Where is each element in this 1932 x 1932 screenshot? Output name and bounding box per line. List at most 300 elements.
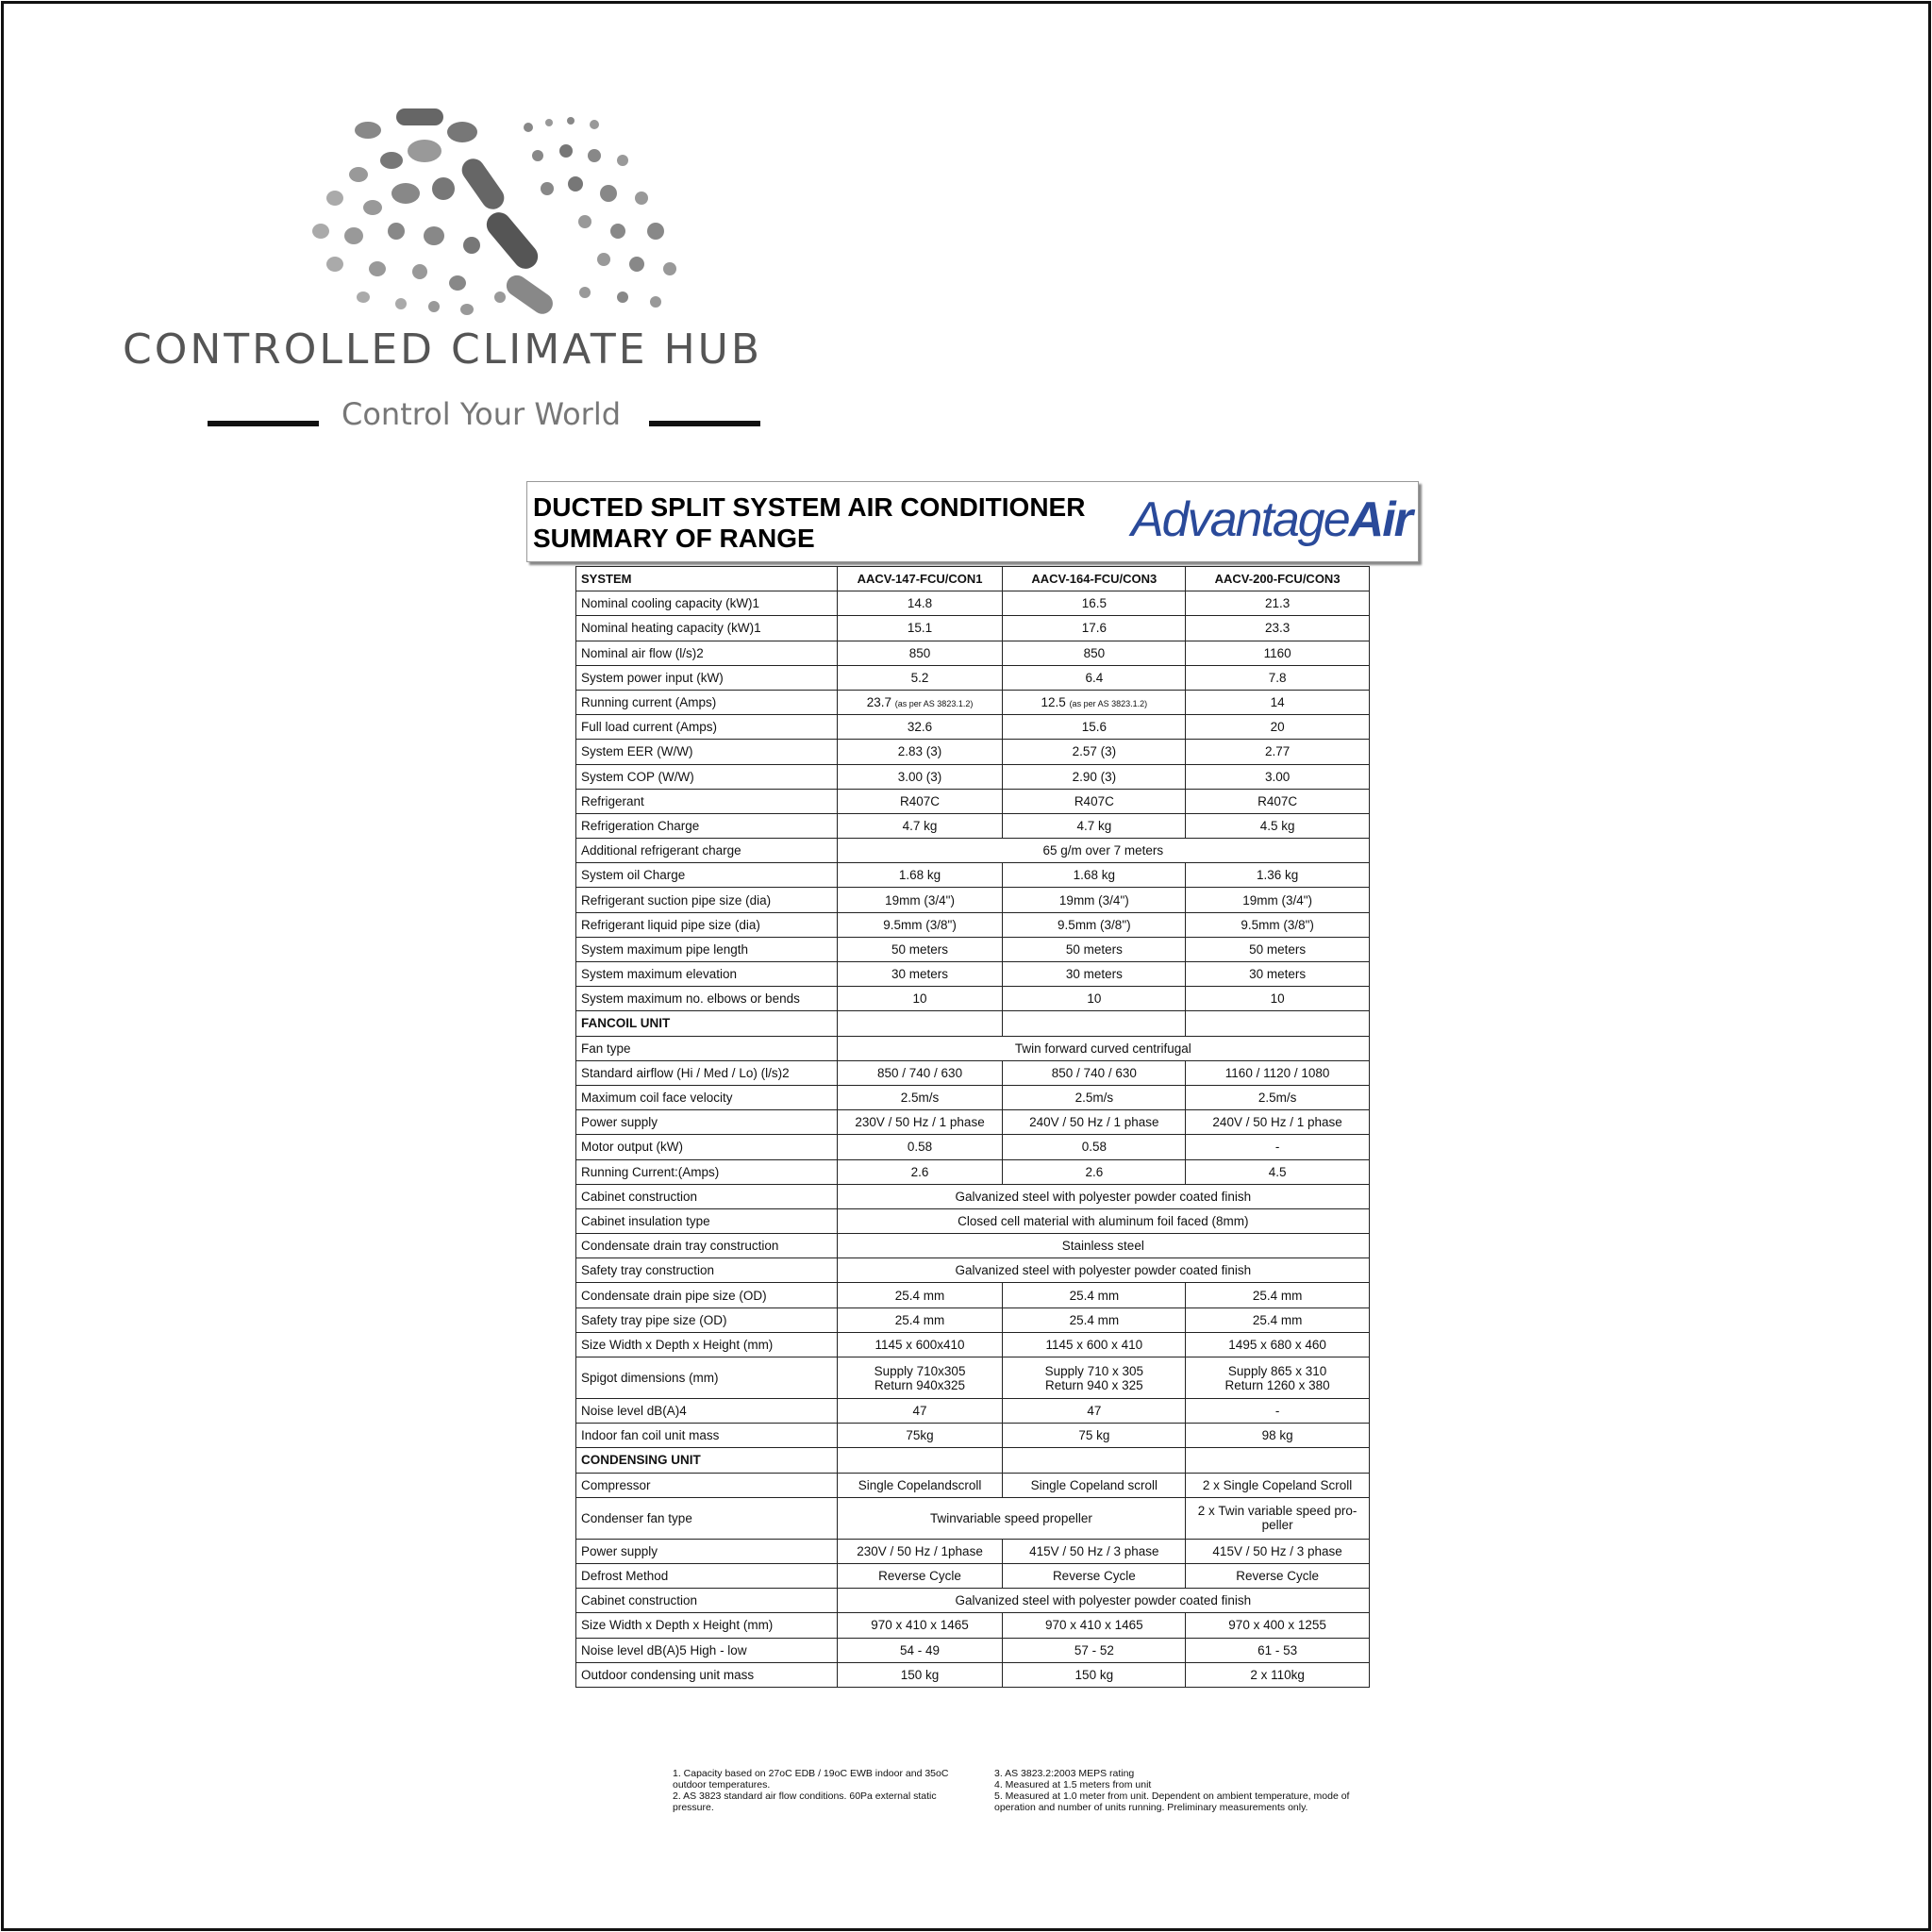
- table-cell: [1003, 789, 1186, 813]
- cell-note: (as per AS 3823.1.2): [1069, 699, 1148, 709]
- cell-value: 1145 x 600x410: [874, 1337, 965, 1352]
- table-cell: [1186, 1307, 1370, 1332]
- table-cell: [1186, 912, 1370, 937]
- table-row: [576, 888, 1370, 912]
- table-cell: [837, 1662, 1003, 1687]
- cell-value: 54 - 49: [900, 1642, 941, 1657]
- specification-table: [575, 566, 1370, 1688]
- row-label: Maximum coil face velocity: [576, 1085, 838, 1109]
- cell-value: 21.3: [1264, 596, 1291, 611]
- table-cell: [1003, 912, 1186, 937]
- cell-value: 61 - 53: [1257, 1642, 1298, 1657]
- table-cell: [1186, 1011, 1370, 1036]
- cell-value: 17.6: [1081, 621, 1107, 636]
- footnote: 3. AS 3823.2:2003 MEPS rating: [994, 1768, 1135, 1779]
- table-cell: [1003, 987, 1186, 1011]
- table-cell: Twin forward curved centrifugal: [837, 1036, 1369, 1060]
- table-cell: [1003, 665, 1186, 690]
- table-cell: Stainless steel: [837, 1234, 1369, 1258]
- dots-globe-icon: [302, 104, 698, 321]
- table-cell: [837, 1638, 1003, 1662]
- table-cell: [1186, 1135, 1370, 1159]
- cell-value: 0.58: [1081, 1140, 1107, 1155]
- table-cell: [1186, 641, 1370, 665]
- table-cell: [837, 740, 1003, 764]
- cell-value: 14: [1270, 695, 1285, 710]
- table-cell: [1003, 1563, 1186, 1588]
- table-cell: [1186, 1638, 1370, 1662]
- table-row: [576, 1135, 1370, 1159]
- table-cell: [837, 1473, 1003, 1497]
- table-row: [576, 1208, 1370, 1233]
- cell-value: 10: [912, 991, 927, 1007]
- footnote: 5. Measured at 1.0 meter from unit. Dependent on ambient temperature, mode of operation and number of units running. Preliminary measurements only.: [994, 1790, 1350, 1813]
- table-cell: [1003, 1539, 1186, 1563]
- row-label: Standard airflow (Hi / Med / Lo) (l/s)2: [576, 1060, 838, 1085]
- table-cell: [1003, 863, 1186, 888]
- table-row: [576, 641, 1370, 665]
- table-cell: [837, 1613, 1003, 1638]
- cell-value: 1160: [1263, 645, 1291, 660]
- cell-value: Return 940 x 325: [1045, 1377, 1143, 1392]
- divider: [208, 421, 319, 426]
- row-label: Size Width x Depth x Height (mm): [576, 1613, 838, 1638]
- table-cell: [1186, 888, 1370, 912]
- table-cell: Twinvariable speed propeller: [837, 1497, 1186, 1539]
- sheet-header: [526, 481, 1419, 562]
- row-label: System maximum no. elbows or bends: [576, 987, 838, 1011]
- title-line-2: SUMMARY OF RANGE: [533, 524, 815, 553]
- row-label: Power supply: [576, 1110, 838, 1135]
- table-row: [576, 937, 1370, 961]
- table-cell: [1003, 1085, 1186, 1109]
- cell-value: 150 kg: [1074, 1667, 1114, 1682]
- table-row: [576, 740, 1370, 764]
- table-cell: [1003, 1307, 1186, 1332]
- cell-value: 5.2: [910, 670, 929, 685]
- footnote: 4. Measured at 1.5 meters from unit: [994, 1779, 1152, 1790]
- table-cell: [837, 813, 1003, 838]
- row-label: Full load current (Amps): [576, 715, 838, 740]
- cell-value: 47: [912, 1404, 927, 1419]
- cell-value: 4.5 kg: [1259, 818, 1295, 833]
- column-header: AACV-200-FCU/CON3: [1186, 567, 1370, 591]
- cell-value: 19mm (3/4"): [1242, 892, 1312, 908]
- row-label: Condensate drain pipe size (OD): [576, 1283, 838, 1307]
- row-label: Refrigeration Charge: [576, 813, 838, 838]
- row-label: Condensate drain tray construction: [576, 1234, 838, 1258]
- cell-value: 30 meters: [1249, 967, 1307, 982]
- table-row: [576, 839, 1370, 863]
- row-label: Condenser fan type: [576, 1497, 838, 1539]
- cell-value: 50 meters: [1065, 941, 1123, 957]
- cell-value: 14.8: [907, 596, 933, 611]
- table-cell: [1186, 715, 1370, 740]
- row-label: Cabinet construction: [576, 1589, 838, 1613]
- table-cell: [1003, 813, 1186, 838]
- cell-value: 9.5mm (3/8"): [883, 917, 957, 932]
- table-row: [576, 1110, 1370, 1135]
- table-cell: [1003, 1159, 1186, 1184]
- cell-value: R407C: [900, 793, 941, 808]
- table-cell: [837, 1085, 1003, 1109]
- table-cell: [1003, 1662, 1186, 1687]
- table-cell: [837, 715, 1003, 740]
- cell-value: 30 meters: [891, 967, 949, 982]
- table-row: [576, 813, 1370, 838]
- cell-value: 1495 x 680 x 460: [1228, 1337, 1326, 1352]
- table-cell: [1186, 1283, 1370, 1307]
- table-cell: [1186, 1613, 1370, 1638]
- cell-value: 2.6: [1085, 1164, 1104, 1179]
- table-cell: Galvanized steel with polyester powder coated finish: [837, 1589, 1369, 1613]
- row-label: Cabinet insulation type: [576, 1208, 838, 1233]
- footnotes-left: [673, 1768, 956, 1813]
- table-cell: [1003, 740, 1186, 764]
- table-cell: [1186, 962, 1370, 987]
- cell-value: 9.5mm (3/8"): [1241, 917, 1314, 932]
- cell-value: 9.5mm (3/8"): [1058, 917, 1131, 932]
- table-row: [576, 1060, 1370, 1085]
- table-row: [576, 616, 1370, 641]
- advantage-air-logo: [1131, 491, 1411, 548]
- table-cell: [837, 1159, 1003, 1184]
- table-cell: [837, 690, 1003, 714]
- table-cell: [1003, 616, 1186, 641]
- tagline: Control Your World: [341, 396, 622, 432]
- table-cell: [1186, 616, 1370, 641]
- table-row: [576, 1234, 1370, 1258]
- cell-value: 10: [1087, 991, 1102, 1007]
- table-row: [576, 1613, 1370, 1638]
- table-cell: [837, 987, 1003, 1011]
- table-cell: [1186, 1332, 1370, 1357]
- row-label: Compressor: [576, 1473, 838, 1497]
- table-cell: Closed cell material with aluminum foil faced (8mm): [837, 1208, 1369, 1233]
- cell-value: 50 meters: [891, 941, 949, 957]
- cell-value: Supply 865 x 310: [1227, 1363, 1327, 1378]
- table-cell: [837, 1307, 1003, 1332]
- cell-value: 4.5: [1268, 1164, 1287, 1179]
- table-cell: CONDENSING UNIT: [576, 1448, 838, 1473]
- cell-value: 25.4 mm: [894, 1312, 945, 1327]
- cell-value: -: [1274, 1140, 1280, 1155]
- cell-value: 20: [1270, 720, 1285, 735]
- table-cell: [1003, 764, 1186, 789]
- cell-value: 23.3: [1264, 621, 1291, 636]
- table-cell: [1003, 962, 1186, 987]
- tagline-row: [208, 396, 774, 443]
- row-label: Cabinet construction: [576, 1184, 838, 1208]
- cell-value: Single Copeland scroll: [1030, 1477, 1158, 1492]
- table-cell: [1003, 1135, 1186, 1159]
- cell-value: Reverse Cycle: [878, 1569, 961, 1584]
- table-row: [576, 1283, 1370, 1307]
- cell-value: 25.4 mm: [894, 1288, 945, 1303]
- cell-value: 98 kg: [1261, 1428, 1293, 1443]
- table-cell: [1186, 1448, 1370, 1473]
- footnotes-right: [994, 1768, 1372, 1813]
- cell-value: 57 - 52: [1074, 1642, 1114, 1657]
- cell-value: 2.83 (3): [897, 744, 942, 759]
- row-label: Running current (Amps): [576, 690, 838, 714]
- table-cell: Galvanized steel with polyester powder coated finish: [837, 1258, 1369, 1283]
- brand-name: CONTROLLED CLIMATE HUB: [123, 325, 763, 374]
- table-cell: [1003, 1110, 1186, 1135]
- table-cell: [1003, 715, 1186, 740]
- cell-value: 1.36 kg: [1256, 868, 1299, 883]
- table-row: [576, 789, 1370, 813]
- table-row: [576, 715, 1370, 740]
- cell-value: 25.4 mm: [1069, 1312, 1120, 1327]
- table-cell: [837, 863, 1003, 888]
- row-label: Indoor fan coil unit mass: [576, 1424, 838, 1448]
- cell-value: 25.4 mm: [1252, 1288, 1303, 1303]
- table-cell: [1003, 641, 1186, 665]
- row-label: System oil Charge: [576, 863, 838, 888]
- table-cell: [837, 1060, 1003, 1085]
- row-label: Refrigerant liquid pipe size (dia): [576, 912, 838, 937]
- table-row: [576, 1638, 1370, 1662]
- row-label: Defrost Method: [576, 1563, 838, 1588]
- table-header-row: [576, 567, 1370, 591]
- cell-value: 2.5m/s: [1257, 1091, 1297, 1106]
- row-label: System maximum pipe length: [576, 937, 838, 961]
- cell-value: 1.68 kg: [898, 868, 941, 883]
- column-header: SYSTEM: [576, 567, 838, 591]
- table-row: [576, 1589, 1370, 1613]
- row-label: Fan type: [576, 1036, 838, 1060]
- row-label: Outdoor condensing unit mass: [576, 1662, 838, 1687]
- table-cell: [1186, 813, 1370, 838]
- table-cell: [1186, 1357, 1370, 1399]
- cell-value: 230V / 50 Hz / 1phase: [857, 1543, 983, 1558]
- table-row: [576, 1307, 1370, 1332]
- table-row: [576, 863, 1370, 888]
- table-cell: [1186, 1473, 1370, 1497]
- cell-value: 2.90 (3): [1072, 769, 1117, 784]
- cell-value: 2.57 (3): [1072, 744, 1117, 759]
- cell-value: 850 / 740 / 630: [877, 1065, 963, 1080]
- cell-value: 240V / 50 Hz / 1 phase: [1212, 1115, 1342, 1130]
- cell-value: Supply 710 x 305: [1044, 1363, 1143, 1378]
- table-cell: [1186, 789, 1370, 813]
- table-cell: [1003, 1011, 1186, 1036]
- table-row: [576, 665, 1370, 690]
- table-cell: [837, 1448, 1003, 1473]
- table-row: [576, 1357, 1370, 1399]
- cell-value: 970 x 410 x 1465: [871, 1618, 969, 1633]
- cell-value: 10: [1270, 991, 1285, 1007]
- cell-note: (as per AS 3823.1.2): [894, 699, 974, 709]
- table-cell: [1186, 1662, 1370, 1687]
- table-row: [576, 1258, 1370, 1283]
- cell-value: R407C: [1074, 793, 1114, 808]
- section-row: [576, 1448, 1370, 1473]
- table-cell: [837, 1357, 1003, 1399]
- logo-text-part2: Air: [1348, 492, 1411, 547]
- table-cell: [1003, 1283, 1186, 1307]
- table-cell: [837, 912, 1003, 937]
- cell-value: 850: [908, 645, 931, 660]
- table-cell: [1003, 1357, 1186, 1399]
- table-cell: [837, 1011, 1003, 1036]
- cell-value: 4.7 kg: [902, 818, 938, 833]
- table-cell: [1186, 1399, 1370, 1424]
- table-row: [576, 1332, 1370, 1357]
- cell-value: 2.77: [1264, 744, 1291, 759]
- table-cell: [1003, 1448, 1186, 1473]
- cell-value: 415V / 50 Hz / 3 phase: [1029, 1543, 1159, 1558]
- table-row: [576, 591, 1370, 616]
- cell-value: 19mm (3/4"): [1058, 892, 1129, 908]
- cell-value: 30 meters: [1065, 967, 1123, 982]
- row-label: Size Width x Depth x Height (mm): [576, 1332, 838, 1357]
- cell-value: 970 x 400 x 1255: [1228, 1618, 1326, 1633]
- table-cell: [1003, 937, 1186, 961]
- table-cell: [1186, 1539, 1370, 1563]
- row-label: Safety tray pipe size (OD): [576, 1307, 838, 1332]
- cell-value: 25.4 mm: [1069, 1288, 1120, 1303]
- cell-value: 850: [1083, 645, 1106, 660]
- table-cell: [837, 1424, 1003, 1448]
- cell-value: -: [1274, 1404, 1280, 1419]
- divider: [649, 421, 760, 426]
- table-cell: [837, 1563, 1003, 1588]
- table-cell: [837, 665, 1003, 690]
- table-cell: [1186, 1424, 1370, 1448]
- row-label: Motor output (kW): [576, 1135, 838, 1159]
- row-label: Running Current:(Amps): [576, 1159, 838, 1184]
- table-cell: [1186, 665, 1370, 690]
- row-label: System EER (W/W): [576, 740, 838, 764]
- table-cell: [1003, 1424, 1186, 1448]
- table-cell: [837, 1399, 1003, 1424]
- cell-value: 240V / 50 Hz / 1 phase: [1029, 1115, 1159, 1130]
- row-label: Spigot dimensions (mm): [576, 1357, 838, 1399]
- table-cell: [1186, 1563, 1370, 1588]
- table-cell: [837, 591, 1003, 616]
- table-cell: [1186, 987, 1370, 1011]
- table-row: [576, 1563, 1370, 1588]
- table-row: [576, 1036, 1370, 1060]
- logo-text-part1: Advantage: [1131, 492, 1349, 547]
- table-cell: [1003, 1060, 1186, 1085]
- table-cell: 2 x Twin variable speed pro-peller: [1186, 1497, 1370, 1539]
- table-cell: [837, 937, 1003, 961]
- row-label: System power input (kW): [576, 665, 838, 690]
- cell-value: 2.5m/s: [900, 1091, 940, 1106]
- cell-value: 2.6: [910, 1164, 929, 1179]
- table-cell: [1186, 1085, 1370, 1109]
- cell-value: Return 1260 x 380: [1224, 1377, 1330, 1392]
- cell-value: 3.00: [1264, 769, 1291, 784]
- cell-value: 15.6: [1081, 720, 1107, 735]
- row-label: Refrigerant: [576, 789, 838, 813]
- cell-value: 0.58: [907, 1140, 933, 1155]
- table-cell: [1186, 1159, 1370, 1184]
- table-cell: [837, 1332, 1003, 1357]
- cell-value: 415V / 50 Hz / 3 phase: [1212, 1543, 1342, 1558]
- row-label: Power supply: [576, 1539, 838, 1563]
- table-cell: [1186, 690, 1370, 714]
- table-row: [576, 1497, 1370, 1539]
- cell-value: Reverse Cycle: [1052, 1569, 1136, 1584]
- row-label: Safety tray construction: [576, 1258, 838, 1283]
- table-row: [576, 1473, 1370, 1497]
- cell-value: Reverse Cycle: [1236, 1569, 1319, 1584]
- table-cell: [1186, 740, 1370, 764]
- table-row: [576, 1424, 1370, 1448]
- cell-value: Return 940x325: [874, 1377, 966, 1392]
- table-cell: [837, 1135, 1003, 1159]
- footnote: 2. AS 3823 standard air flow conditions. 60Pa external static pressure.: [673, 1790, 937, 1813]
- cell-value: 1.68 kg: [1073, 868, 1115, 883]
- table-row: [576, 987, 1370, 1011]
- table-cell: Galvanized steel with polyester powder coated finish: [837, 1184, 1369, 1208]
- table-row: [576, 1539, 1370, 1563]
- cell-value: 23.7: [866, 695, 892, 710]
- table-cell: [1003, 1399, 1186, 1424]
- table-cell: [1186, 937, 1370, 961]
- cell-value: 47: [1087, 1404, 1102, 1419]
- table-cell: [837, 888, 1003, 912]
- column-header: AACV-164-FCU/CON3: [1003, 567, 1186, 591]
- cell-value: 230V / 50 Hz / 1 phase: [855, 1115, 985, 1130]
- table-row: [576, 1399, 1370, 1424]
- table-cell: [1186, 1110, 1370, 1135]
- table-cell: [1003, 591, 1186, 616]
- row-label: Nominal cooling capacity (kW)1: [576, 591, 838, 616]
- cell-value: 1160 / 1120 / 1080: [1224, 1065, 1330, 1080]
- table-cell: [1003, 1613, 1186, 1638]
- row-label: Refrigerant suction pipe size (dia): [576, 888, 838, 912]
- table-cell: [1003, 1332, 1186, 1357]
- row-label: Nominal heating capacity (kW)1: [576, 616, 838, 641]
- table-row: [576, 1662, 1370, 1687]
- cell-value: Single Copelandscroll: [858, 1477, 982, 1492]
- table-cell: [837, 962, 1003, 987]
- cell-value: 4.7 kg: [1076, 818, 1112, 833]
- table-cell: [1186, 863, 1370, 888]
- row-label: System COP (W/W): [576, 764, 838, 789]
- table-cell: 65 g/m over 7 meters: [837, 839, 1369, 863]
- sheet-title: [533, 491, 1085, 554]
- cell-value: 1145 x 600 x 410: [1045, 1337, 1143, 1352]
- cell-value: 970 x 410 x 1465: [1045, 1618, 1143, 1633]
- cell-value: 25.4 mm: [1252, 1312, 1303, 1327]
- cell-value: R407C: [1257, 793, 1298, 808]
- cell-value: 50 meters: [1249, 941, 1307, 957]
- cell-value: 19mm (3/4"): [885, 892, 955, 908]
- cell-value: 3.00 (3): [897, 769, 942, 784]
- table-row: [576, 1159, 1370, 1184]
- table-cell: [837, 1283, 1003, 1307]
- table-cell: [1003, 1473, 1186, 1497]
- cell-value: 150 kg: [900, 1667, 940, 1682]
- table-cell: [1186, 1060, 1370, 1085]
- title-line-1: DUCTED SPLIT SYSTEM AIR CONDITIONER: [533, 492, 1086, 522]
- table-row: [576, 1085, 1370, 1109]
- cell-value: 850 / 740 / 630: [1051, 1065, 1137, 1080]
- cell-value: 75kg: [906, 1428, 934, 1443]
- table-cell: [1003, 888, 1186, 912]
- table-cell: [837, 1110, 1003, 1135]
- section-row: [576, 1011, 1370, 1036]
- table-cell: [837, 1539, 1003, 1563]
- cell-value: 7.8: [1268, 670, 1287, 685]
- table-row: [576, 690, 1370, 714]
